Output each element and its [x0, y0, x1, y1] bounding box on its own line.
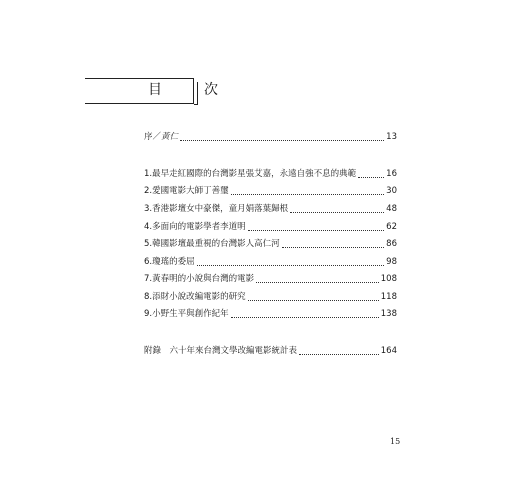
toc-entry-page: 13 — [386, 132, 397, 142]
toc-entry-page: 138 — [380, 309, 397, 319]
toc-entry-page: 16 — [386, 169, 397, 179]
toc-entry-chapter-2[interactable] — [144, 184, 397, 198]
toc-entry-author: 黃仁 — [161, 132, 179, 142]
toc-entry-label: 2.愛國電影大師丁善璽 — [144, 186, 229, 196]
toc-entry-page: 86 — [386, 239, 397, 249]
toc-entry-label: 9.小野生平與創作紀年 — [144, 309, 229, 319]
toc-entry-label: 5.韓國影壇最重視的台灣影人高仁河 — [144, 239, 280, 249]
dot-leader — [231, 316, 379, 318]
dot-leader — [358, 176, 384, 178]
dot-leader — [299, 353, 379, 355]
toc-entry-page: 30 — [386, 186, 397, 196]
toc-entry-label: 序／黃仁 — [144, 132, 179, 142]
dot-leader — [180, 139, 384, 141]
toc-entry-label: 7.黃春明的小說與台灣的電影 — [144, 274, 255, 284]
toc-entry-label: 3.香港影壇女中豪傑，童月娟落葉歸根 — [144, 204, 289, 214]
dot-leader — [231, 193, 385, 195]
toc-entry-label: 6.瓊瑤的委屈 — [144, 257, 195, 267]
dot-leader — [282, 246, 385, 248]
toc-entry-appendix[interactable] — [144, 344, 397, 358]
dot-leader — [197, 264, 385, 266]
toc-entry-page: 48 — [386, 204, 397, 214]
toc-entry-chapter-5[interactable] — [144, 237, 397, 251]
page-number: 15 — [390, 437, 401, 446]
dot-leader — [290, 211, 384, 213]
toc-entry-page: 164 — [380, 346, 397, 356]
toc-entry-page: 62 — [386, 222, 397, 232]
toc-entry-chapter-8[interactable] — [144, 290, 397, 304]
dot-leader — [248, 299, 379, 301]
toc-entry-chapter-4[interactable] — [144, 220, 397, 234]
toc-entry-page: 98 — [386, 257, 397, 267]
toc-entry-chapter-7[interactable] — [144, 272, 397, 286]
toc-entry-label: 4.多面向的電影學者李道明 — [144, 222, 246, 232]
dot-leader — [256, 281, 379, 283]
toc-entry-chapter-6[interactable] — [144, 255, 397, 269]
dot-leader — [248, 229, 385, 231]
toc-entry-page: 108 — [380, 274, 397, 284]
toc-entry-chapter-3[interactable] — [144, 202, 397, 216]
toc-entry-chapter-1[interactable] — [144, 167, 397, 181]
toc-entry-label: 8.添財小說改編電影的研究 — [144, 292, 246, 302]
toc-entry-label: 1.最早走紅國際的台灣影星張艾嘉，永遠自強不息的典範 — [144, 169, 357, 179]
page-title: 目 次 — [148, 82, 232, 98]
toc-entry-page: 118 — [380, 292, 397, 302]
toc-entry-preface[interactable] — [144, 130, 397, 144]
toc-entry-label: 附錄 六十年來台灣文學改編電影統計表 — [144, 346, 298, 356]
toc-entry-chapter-9[interactable] — [144, 307, 397, 321]
